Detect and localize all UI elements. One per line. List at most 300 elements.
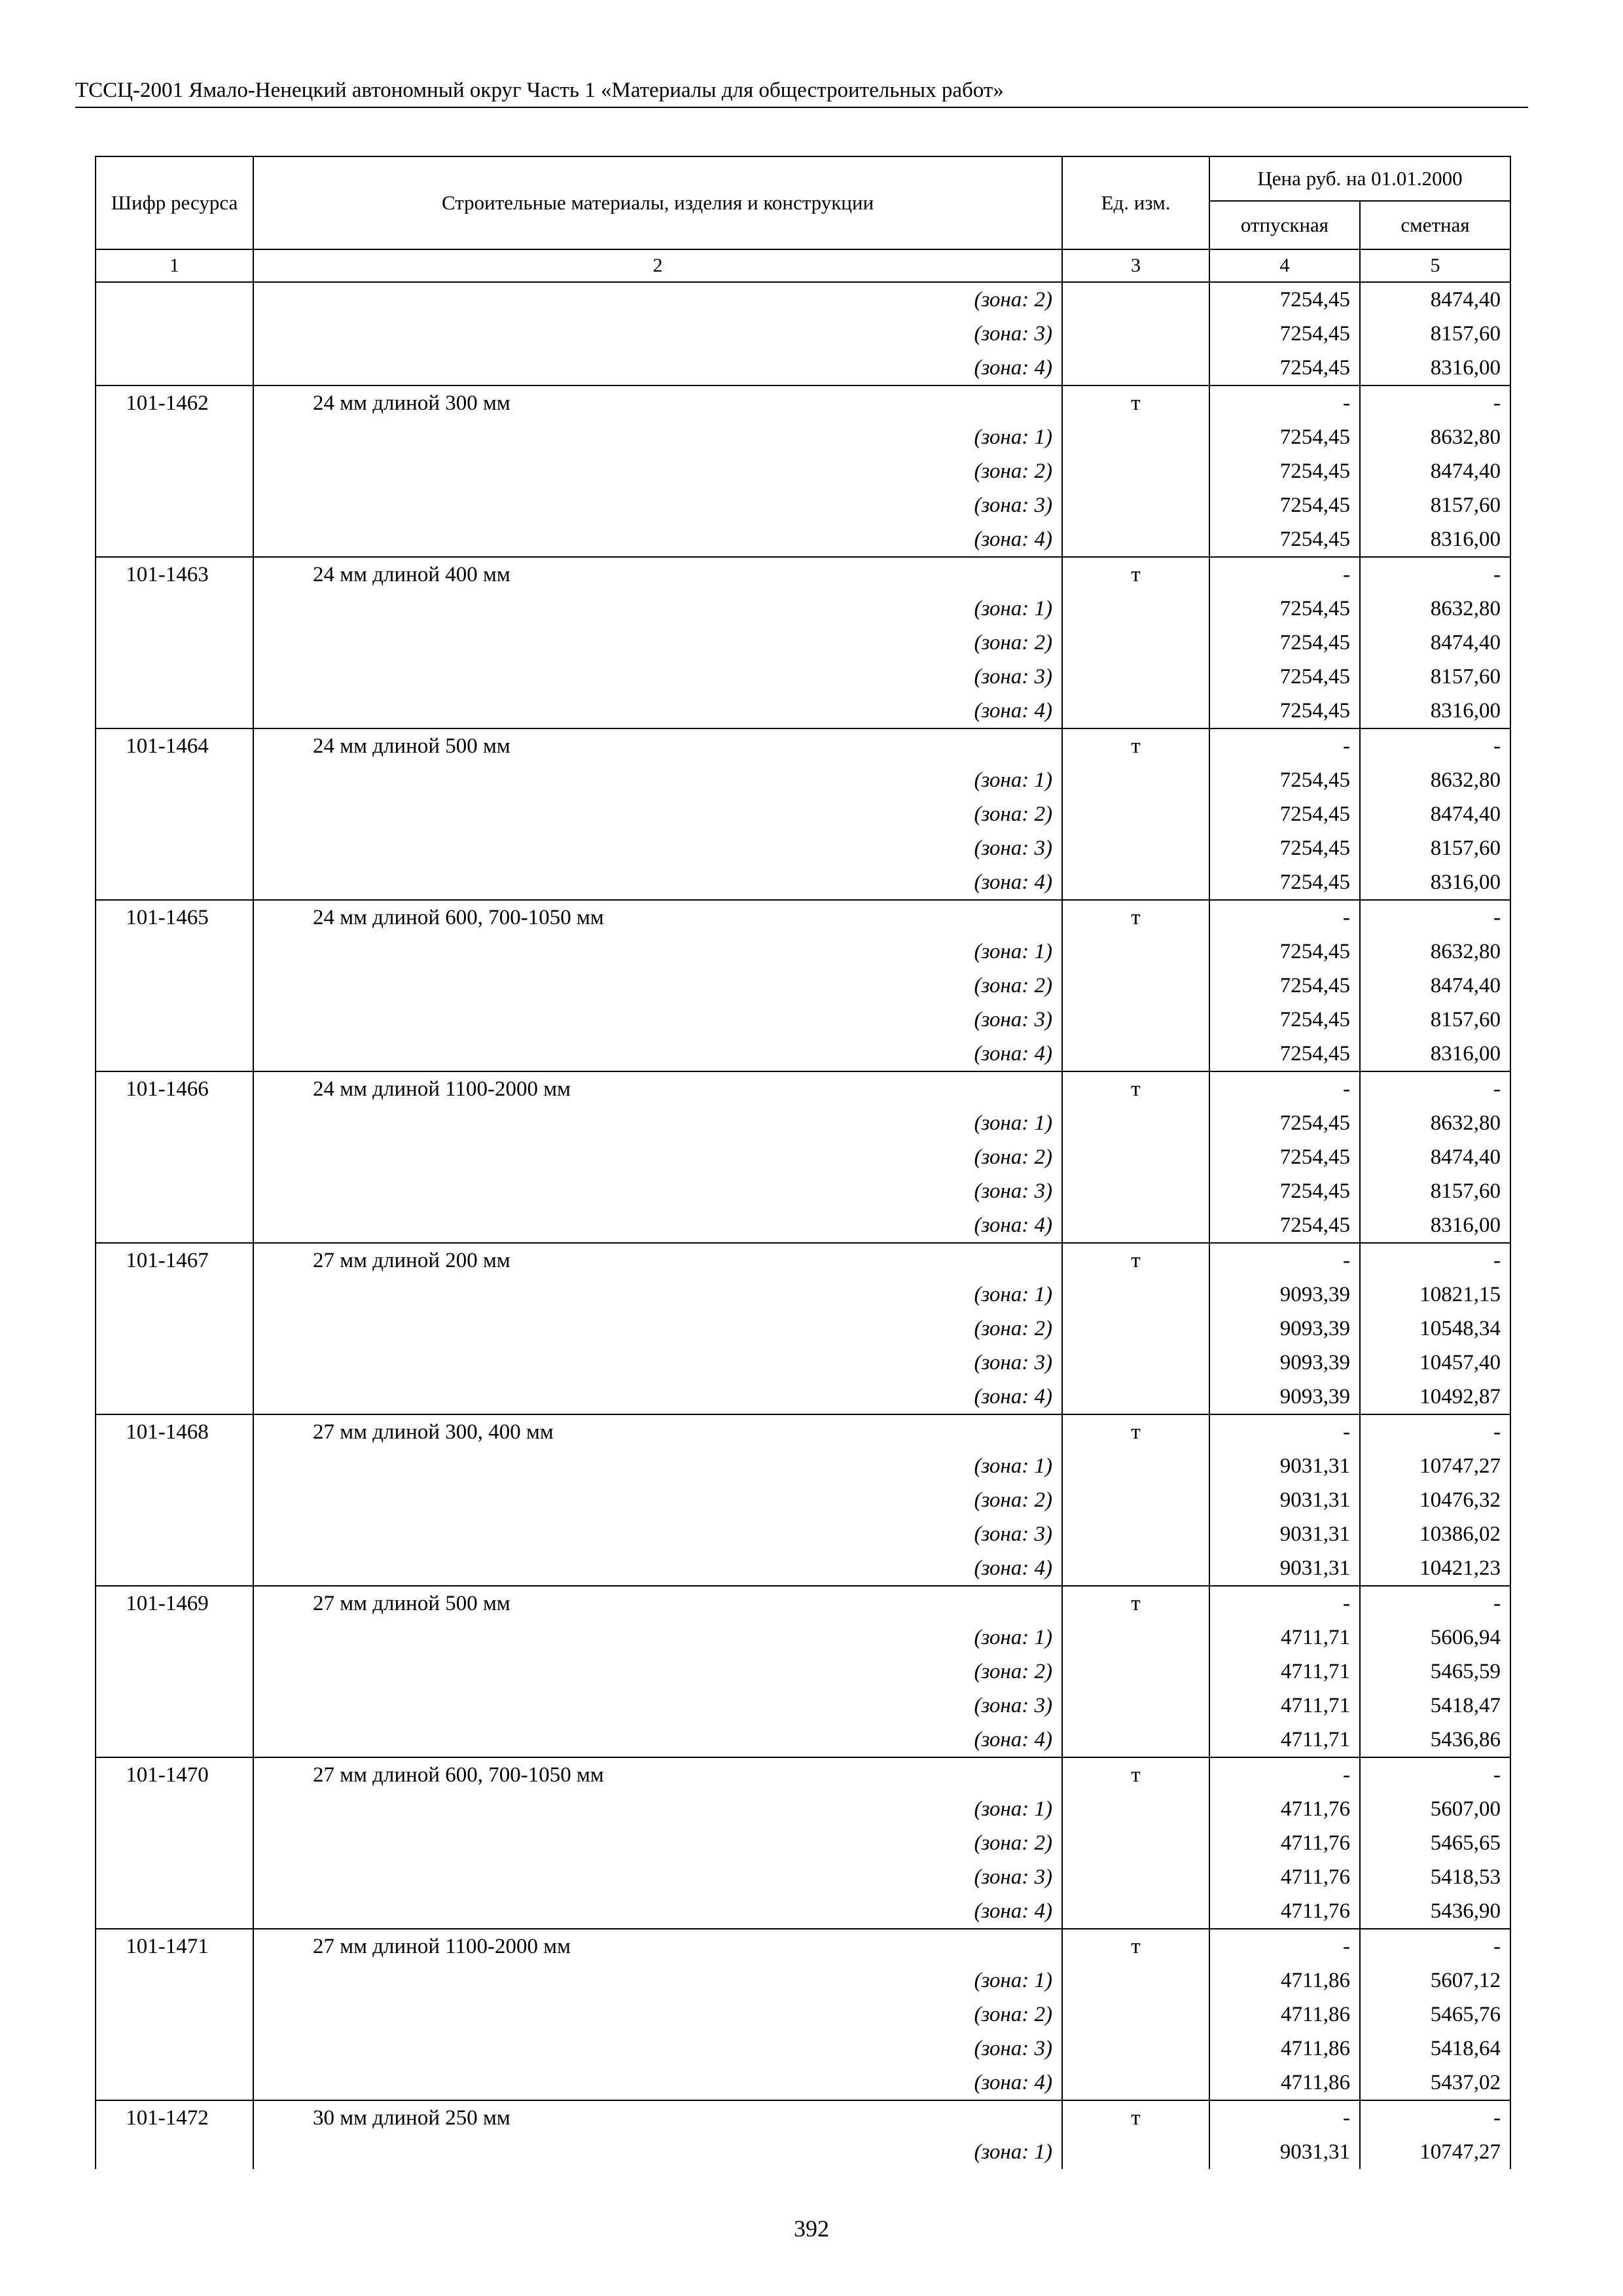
resource-row	[96, 2100, 1510, 2135]
estimate-price: 8157,60	[1360, 1174, 1510, 1208]
release-price: 4711,76	[1209, 1826, 1360, 1860]
unit-cell	[1062, 1964, 1209, 1998]
release-price: 7254,45	[1209, 626, 1360, 660]
zone-label: (зона: 1)	[253, 763, 1062, 797]
release-price: 7254,45	[1209, 797, 1360, 831]
zone-row	[96, 1964, 1510, 1998]
resource-row	[96, 386, 1510, 420]
estimate-price: 8157,60	[1360, 488, 1510, 522]
zone-label: (зона: 3)	[253, 1003, 1062, 1037]
zone-label: (зона: 2)	[253, 454, 1062, 488]
release-price: -	[1209, 1586, 1360, 1621]
resource-row	[96, 1757, 1510, 1792]
zone-row	[96, 454, 1510, 488]
unit-cell	[1062, 1140, 1209, 1174]
zone-label: (зона: 2)	[253, 626, 1062, 660]
zone-row	[96, 694, 1510, 728]
resource-code-cell	[96, 865, 253, 900]
zone-row	[96, 1106, 1510, 1140]
resource-code-cell	[96, 660, 253, 694]
zone-label: (зона: 2)	[253, 1655, 1062, 1689]
resource-unit: т	[1062, 1071, 1209, 1106]
resource-code-cell	[96, 1964, 253, 1998]
release-price: 7254,45	[1209, 351, 1360, 386]
zone-label: (зона: 2)	[253, 1998, 1062, 2032]
zone-row	[96, 1551, 1510, 1586]
resource-code: 101-1466	[96, 1071, 253, 1106]
release-price: 4711,86	[1209, 2066, 1360, 2100]
estimate-price: 8632,80	[1360, 935, 1510, 969]
resource-unit: т	[1062, 1243, 1209, 1278]
zone-label: (зона: 4)	[253, 694, 1062, 728]
release-price: 4711,86	[1209, 1964, 1360, 1998]
zone-label: (зона: 3)	[253, 831, 1062, 865]
release-price: 9093,39	[1209, 1346, 1360, 1380]
release-price: 9031,31	[1209, 1483, 1360, 1517]
release-price: 7254,45	[1209, 592, 1360, 626]
zone-label: (зона: 1)	[253, 592, 1062, 626]
zone-label: (зона: 3)	[253, 1689, 1062, 1723]
zone-row	[96, 1689, 1510, 1723]
release-price: 7254,45	[1209, 1037, 1360, 1071]
resource-row	[96, 1929, 1510, 1964]
zone-row	[96, 592, 1510, 626]
release-price: 7254,45	[1209, 282, 1360, 317]
zone-row	[96, 1380, 1510, 1414]
resource-code-cell	[96, 797, 253, 831]
unit-cell	[1062, 1723, 1209, 1757]
estimate-price: 8157,60	[1360, 317, 1510, 351]
unit-cell	[1062, 1998, 1209, 2032]
resource-name: 27 мм длиной 500 мм	[253, 1586, 1062, 1621]
release-price: -	[1209, 1929, 1360, 1964]
estimate-price: 10421,23	[1360, 1551, 1510, 1586]
zone-label: (зона: 4)	[253, 865, 1062, 900]
zone-row	[96, 865, 1510, 900]
resource-name: 30 мм длиной 250 мм	[253, 2100, 1062, 2135]
zone-label: (зона: 3)	[253, 317, 1062, 351]
resource-code-cell	[96, 488, 253, 522]
resource-code-cell	[96, 1140, 253, 1174]
release-price: -	[1209, 2100, 1360, 2135]
resource-code-cell	[96, 969, 253, 1003]
unit-cell	[1062, 831, 1209, 865]
resource-name: 27 мм длиной 300, 400 мм	[253, 1414, 1062, 1449]
resource-code-cell	[96, 2066, 253, 2100]
zone-label: (зона: 1)	[253, 1792, 1062, 1826]
zone-label: (зона: 1)	[253, 935, 1062, 969]
estimate-price: 10747,27	[1360, 2135, 1510, 2169]
resource-unit: т	[1062, 1757, 1209, 1792]
estimate-price: 5607,00	[1360, 1792, 1510, 1826]
estimate-price: -	[1360, 900, 1510, 935]
resource-code-cell	[96, 1037, 253, 1071]
resource-code-cell	[96, 694, 253, 728]
unit-cell	[1062, 454, 1209, 488]
unit-cell	[1062, 1689, 1209, 1723]
resource-row	[96, 1071, 1510, 1106]
zone-label: (зона: 4)	[253, 1208, 1062, 1243]
header-unit: Ед. изм.	[1062, 156, 1209, 249]
release-price: 7254,45	[1209, 969, 1360, 1003]
release-price: 4711,86	[1209, 2032, 1360, 2066]
zone-label: (зона: 1)	[253, 1621, 1062, 1655]
zone-label: (зона: 1)	[253, 1278, 1062, 1312]
unit-cell	[1062, 1860, 1209, 1894]
resource-code-cell	[96, 1551, 253, 1586]
estimate-price: -	[1360, 386, 1510, 420]
resource-unit: т	[1062, 728, 1209, 763]
release-price: -	[1209, 1757, 1360, 1792]
release-price: -	[1209, 1243, 1360, 1278]
zone-row	[96, 1998, 1510, 2032]
zone-label: (зона: 4)	[253, 1551, 1062, 1586]
zone-row	[96, 317, 1510, 351]
zone-row	[96, 1655, 1510, 1689]
unit-cell	[1062, 1621, 1209, 1655]
unit-cell	[1062, 1655, 1209, 1689]
estimate-price: 10821,15	[1360, 1278, 1510, 1312]
table-header	[96, 156, 1510, 282]
unit-cell	[1062, 1380, 1209, 1414]
zone-row	[96, 420, 1510, 454]
zone-row	[96, 1449, 1510, 1483]
zone-label: (зона: 2)	[253, 1483, 1062, 1517]
zone-row	[96, 1860, 1510, 1894]
resource-code: 101-1468	[96, 1414, 253, 1449]
resource-row	[96, 1414, 1510, 1449]
resource-code-cell	[96, 1894, 253, 1929]
zone-row	[96, 1174, 1510, 1208]
unit-cell	[1062, 1003, 1209, 1037]
estimate-price: 8474,40	[1360, 626, 1510, 660]
zone-label: (зона: 4)	[253, 351, 1062, 386]
unit-cell	[1062, 1174, 1209, 1208]
zone-row	[96, 2066, 1510, 2100]
estimate-price: -	[1360, 1929, 1510, 1964]
zone-row	[96, 1621, 1510, 1655]
release-price: 4711,76	[1209, 1792, 1360, 1826]
resource-code-cell	[96, 282, 253, 317]
resource-code-cell	[96, 1723, 253, 1757]
resource-code: 101-1471	[96, 1929, 253, 1964]
resource-name: 24 мм длиной 300 мм	[253, 386, 1062, 420]
zone-label: (зона: 2)	[253, 1826, 1062, 1860]
resource-code: 101-1463	[96, 557, 253, 592]
resource-unit: т	[1062, 1586, 1209, 1621]
unit-cell	[1062, 1278, 1209, 1312]
zone-row	[96, 1312, 1510, 1346]
zone-row	[96, 1723, 1510, 1757]
page-header: ТССЦ-2001 Ямало-Ненецкий автономный округ Часть 1 «Материалы для общестроительных работ»	[75, 79, 1004, 102]
estimate-price: 10548,34	[1360, 1312, 1510, 1346]
zone-label: (зона: 3)	[253, 660, 1062, 694]
estimate-price: 8632,80	[1360, 420, 1510, 454]
release-price: -	[1209, 1414, 1360, 1449]
estimate-price: -	[1360, 1757, 1510, 1792]
estimate-price: -	[1360, 557, 1510, 592]
resource-code-cell	[96, 1208, 253, 1243]
column-number: 3	[1062, 249, 1209, 282]
zone-row	[96, 763, 1510, 797]
resource-code-cell	[96, 1174, 253, 1208]
unit-cell	[1062, 282, 1209, 317]
resource-code-cell	[96, 1517, 253, 1551]
release-price: 4711,71	[1209, 1723, 1360, 1757]
unit-cell	[1062, 522, 1209, 557]
unit-cell	[1062, 1894, 1209, 1929]
unit-cell	[1062, 660, 1209, 694]
resource-code: 101-1465	[96, 900, 253, 935]
release-price: -	[1209, 728, 1360, 763]
release-price: 4711,86	[1209, 1998, 1360, 2032]
resource-name: 24 мм длиной 600, 700-1050 мм	[253, 900, 1062, 935]
zone-label: (зона: 4)	[253, 2066, 1062, 2100]
unit-cell	[1062, 2066, 1209, 2100]
release-price: 4711,71	[1209, 1621, 1360, 1655]
zone-row	[96, 1517, 1510, 1551]
unit-cell	[1062, 2032, 1209, 2066]
estimate-price: 8474,40	[1360, 969, 1510, 1003]
zone-label: (зона: 4)	[253, 1723, 1062, 1757]
estimate-price: -	[1360, 1243, 1510, 1278]
estimate-price: 10457,40	[1360, 1346, 1510, 1380]
estimate-price: 5436,90	[1360, 1894, 1510, 1929]
resource-code-cell	[96, 1483, 253, 1517]
resource-unit: т	[1062, 1414, 1209, 1449]
zone-label: (зона: 1)	[253, 2135, 1062, 2169]
estimate-price: 8316,00	[1360, 694, 1510, 728]
release-price: 9093,39	[1209, 1380, 1360, 1414]
zone-row	[96, 626, 1510, 660]
zone-label: (зона: 2)	[253, 282, 1062, 317]
release-price: 9031,31	[1209, 2135, 1360, 2169]
unit-cell	[1062, 488, 1209, 522]
resource-code-cell	[96, 592, 253, 626]
zone-row	[96, 1037, 1510, 1071]
estimate-price: -	[1360, 1586, 1510, 1621]
unit-cell	[1062, 935, 1209, 969]
estimate-price: -	[1360, 1071, 1510, 1106]
column-number: 5	[1360, 249, 1510, 282]
release-price: 7254,45	[1209, 454, 1360, 488]
estimate-price: 10492,87	[1360, 1380, 1510, 1414]
resource-unit: т	[1062, 900, 1209, 935]
resource-code-cell	[96, 420, 253, 454]
estimate-price: 5437,02	[1360, 2066, 1510, 2100]
release-price: 7254,45	[1209, 831, 1360, 865]
column-number: 4	[1209, 249, 1360, 282]
estimate-price: 5465,65	[1360, 1826, 1510, 1860]
zone-row	[96, 935, 1510, 969]
estimate-price: 5418,47	[1360, 1689, 1510, 1723]
estimate-price: 5418,53	[1360, 1860, 1510, 1894]
resource-code-cell	[96, 317, 253, 351]
release-price: 7254,45	[1209, 1208, 1360, 1243]
zone-row	[96, 1140, 1510, 1174]
zone-label: (зона: 3)	[253, 1174, 1062, 1208]
unit-cell	[1062, 1483, 1209, 1517]
zone-row	[96, 1003, 1510, 1037]
zone-label: (зона: 1)	[253, 1449, 1062, 1483]
estimate-price: 8632,80	[1360, 592, 1510, 626]
resource-code-cell	[96, 1792, 253, 1826]
zone-label: (зона: 3)	[253, 488, 1062, 522]
resource-name: 24 мм длиной 400 мм	[253, 557, 1062, 592]
resource-code-cell	[96, 626, 253, 660]
estimate-price: -	[1360, 1414, 1510, 1449]
estimate-price: 5465,76	[1360, 1998, 1510, 2032]
zone-label: (зона: 3)	[253, 2032, 1062, 2066]
unit-cell	[1062, 797, 1209, 831]
resource-code-cell	[96, 1106, 253, 1140]
release-price: 9031,31	[1209, 1449, 1360, 1483]
release-price: 7254,45	[1209, 1106, 1360, 1140]
resource-name: 27 мм длиной 600, 700-1050 мм	[253, 1757, 1062, 1792]
zone-row	[96, 1346, 1510, 1380]
zone-label: (зона: 4)	[253, 522, 1062, 557]
zone-label: (зона: 3)	[253, 1517, 1062, 1551]
unit-cell	[1062, 1106, 1209, 1140]
estimate-price: -	[1360, 2100, 1510, 2135]
unit-cell	[1062, 592, 1209, 626]
resource-code-cell	[96, 1655, 253, 1689]
resource-code-cell	[96, 1826, 253, 1860]
resource-code: 101-1464	[96, 728, 253, 763]
zone-row	[96, 1483, 1510, 1517]
release-price: 9093,39	[1209, 1278, 1360, 1312]
release-price: 7254,45	[1209, 522, 1360, 557]
zone-row	[96, 522, 1510, 557]
release-price: 9031,31	[1209, 1517, 1360, 1551]
zone-row	[96, 282, 1510, 317]
unit-cell	[1062, 420, 1209, 454]
zone-row	[96, 1278, 1510, 1312]
unit-cell	[1062, 1037, 1209, 1071]
resource-code-cell	[96, 351, 253, 386]
zone-row	[96, 2135, 1510, 2169]
estimate-price: 8316,00	[1360, 865, 1510, 900]
resource-code-cell	[96, 1312, 253, 1346]
release-price: 9031,31	[1209, 1551, 1360, 1586]
zone-row	[96, 351, 1510, 386]
estimate-price: 8474,40	[1360, 282, 1510, 317]
release-price: 7254,45	[1209, 317, 1360, 351]
table-body	[96, 282, 1510, 2169]
estimate-price: 8316,00	[1360, 1037, 1510, 1071]
release-price: 7254,45	[1209, 694, 1360, 728]
estimate-price: 8316,00	[1360, 351, 1510, 386]
release-price: -	[1209, 900, 1360, 935]
estimate-price: 8316,00	[1360, 522, 1510, 557]
resource-row	[96, 728, 1510, 763]
resource-code-cell	[96, 454, 253, 488]
estimate-price: 8632,80	[1360, 1106, 1510, 1140]
resource-code-cell	[96, 1380, 253, 1414]
header-rule	[75, 107, 1528, 108]
zone-label: (зона: 1)	[253, 1106, 1062, 1140]
unit-cell	[1062, 317, 1209, 351]
zone-label: (зона: 2)	[253, 969, 1062, 1003]
release-price: 7254,45	[1209, 660, 1360, 694]
zone-row	[96, 2032, 1510, 2066]
zone-label: (зона: 2)	[253, 797, 1062, 831]
estimate-price: 8157,60	[1360, 660, 1510, 694]
zone-label: (зона: 4)	[253, 1037, 1062, 1071]
release-price: 7254,45	[1209, 763, 1360, 797]
estimate-price: 8474,40	[1360, 797, 1510, 831]
unit-cell	[1062, 865, 1209, 900]
resource-row	[96, 1243, 1510, 1278]
release-price: 7254,45	[1209, 420, 1360, 454]
release-price: 4711,71	[1209, 1655, 1360, 1689]
unit-cell	[1062, 1826, 1209, 1860]
zone-label: (зона: 4)	[253, 1894, 1062, 1929]
header-price-group: Цена руб. на 01.01.2000	[1209, 156, 1510, 201]
resource-code: 101-1469	[96, 1586, 253, 1621]
estimate-price: 8474,40	[1360, 1140, 1510, 1174]
zone-row	[96, 1894, 1510, 1929]
zone-row	[96, 660, 1510, 694]
resource-unit: т	[1062, 1929, 1209, 1964]
zone-row	[96, 1826, 1510, 1860]
release-price: 7254,45	[1209, 1140, 1360, 1174]
resource-code-cell	[96, 1449, 253, 1483]
zone-label: (зона: 2)	[253, 1312, 1062, 1346]
resource-code-cell	[96, 1003, 253, 1037]
estimate-price: -	[1360, 728, 1510, 763]
release-price: -	[1209, 1071, 1360, 1106]
estimate-price: 8316,00	[1360, 1208, 1510, 1243]
unit-cell	[1062, 1449, 1209, 1483]
estimate-price: 5607,12	[1360, 1964, 1510, 1998]
estimate-price: 5436,86	[1360, 1723, 1510, 1757]
resource-name: 24 мм длиной 500 мм	[253, 728, 1062, 763]
resource-code-cell	[96, 1346, 253, 1380]
release-price: 7254,45	[1209, 1003, 1360, 1037]
zone-row	[96, 831, 1510, 865]
price-table	[95, 156, 1511, 2169]
zone-row	[96, 1208, 1510, 1243]
header-price-estimate: сметная	[1360, 201, 1510, 249]
estimate-price: 10747,27	[1360, 1449, 1510, 1483]
resource-code: 101-1472	[96, 2100, 253, 2135]
estimate-price: 5465,59	[1360, 1655, 1510, 1689]
resource-code-cell	[96, 2135, 253, 2169]
resource-name: 27 мм длиной 1100-2000 мм	[253, 1929, 1062, 1964]
resource-code-cell	[96, 522, 253, 557]
release-price: 4711,76	[1209, 1894, 1360, 1929]
column-number: 2	[253, 249, 1062, 282]
resource-code: 101-1462	[96, 386, 253, 420]
release-price: 4711,76	[1209, 1860, 1360, 1894]
resource-row	[96, 1586, 1510, 1621]
unit-cell	[1062, 1517, 1209, 1551]
release-price: 9093,39	[1209, 1312, 1360, 1346]
header-code: Шифр ресурса	[96, 156, 253, 249]
release-price: 7254,45	[1209, 865, 1360, 900]
header-name: Строительные материалы, изделия и конструкции	[253, 156, 1062, 249]
resource-row	[96, 900, 1510, 935]
estimate-price: 10476,32	[1360, 1483, 1510, 1517]
zone-label: (зона: 4)	[253, 1380, 1062, 1414]
column-number: 1	[96, 249, 253, 282]
zone-label: (зона: 3)	[253, 1346, 1062, 1380]
unit-cell	[1062, 1551, 1209, 1586]
zone-row	[96, 1792, 1510, 1826]
zone-row	[96, 797, 1510, 831]
unit-cell	[1062, 694, 1209, 728]
